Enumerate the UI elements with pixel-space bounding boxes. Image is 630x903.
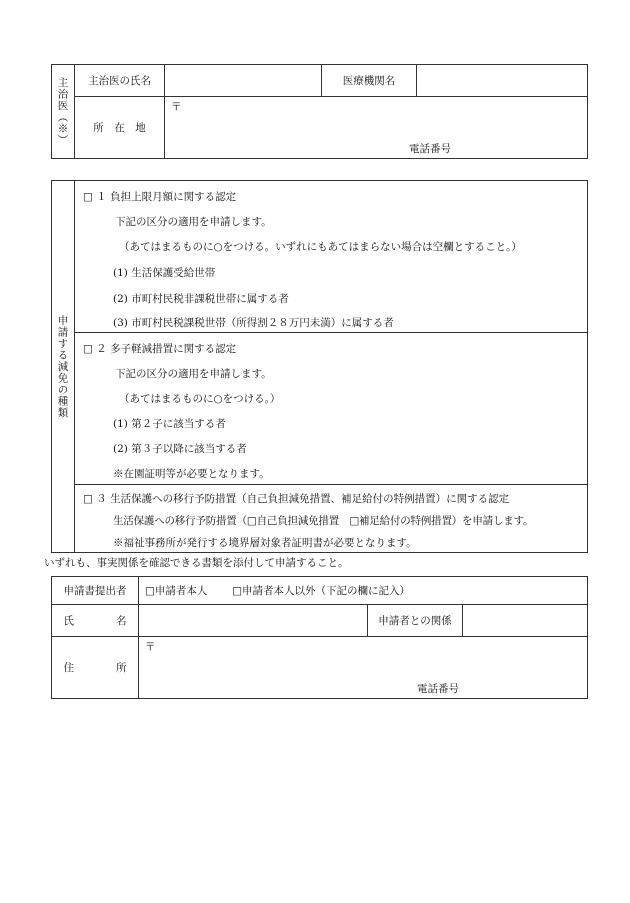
option1-apply-line: 下記の区分の適用を申請します。 [115,216,272,228]
choice-self[interactable]: □申請者本人 [145,585,208,597]
option3-title[interactable]: □ ３ 生活保護への移行予防措置（自己負担減免措置、補足給付の特例措置）に関する認定 [83,493,510,505]
name-label-cell [52,605,139,637]
option2-item-1[interactable]: (1) 第２子に該当する者 [113,418,226,430]
option1-title[interactable]: □ １ 負担上限月額に関する認定 [83,191,237,203]
name-field[interactable] [139,605,368,637]
relation-label-cell [368,605,463,637]
doctor-postal-mark: 〒 [171,101,182,113]
submitter-choices [139,577,588,605]
option2-remark: ※在園証明等が必要となります。 [113,468,270,480]
reduction-side-label: 申請する減免の種類 [56,314,69,419]
choice-other[interactable]: □申請者本人以外（下記の欄に記入） [232,585,411,597]
option2-apply-line: 下記の区分の適用を申請します。 [115,368,272,380]
relation-field[interactable] [463,605,588,637]
reduction-side-label-cell [52,181,75,553]
option3-remark: ※福祉事務所が発行する境界層対象者証明書が必要となります。 [113,537,417,549]
option1-item-1[interactable]: (1) 生活保護受給世帯 [113,267,216,279]
option2-note: （あてはまるものに○をつける。） [119,393,281,405]
doctor-side-label-cell [52,65,75,159]
institution-label-cell [322,65,417,97]
submitter-label-cell [52,577,139,605]
doctor-name-field[interactable] [165,65,322,97]
option2-title[interactable]: □ ２ 多子軽減措置に関する認定 [83,343,237,355]
submitter-address-field[interactable] [139,637,588,699]
doctor-side-label: 主治医（※） [56,77,69,146]
doctor-name-label-cell [75,65,165,97]
institution-field[interactable] [417,65,588,97]
option1-item-2[interactable]: (2) 市町村民税非課税世帯に属する者 [113,293,289,305]
submitter-address-label-cell [52,637,139,699]
doctor-address-label-cell [75,97,165,159]
submitter-address-label: 住 所 [63,662,127,674]
reduction-table [51,180,588,553]
option1-item-3[interactable]: (3) 市町村民税課税世帯（所得割２８万円未満）に属する者 [113,317,394,329]
doctor-table [51,64,588,159]
submitter-postal-mark: 〒 [145,641,156,653]
option1-note: （あてはまるものに○をつける。いずれにもあてはまらない場合は空欄とすること。） [119,241,522,253]
doctor-address-label: 所 在 地 [93,122,146,134]
option3-cell [75,485,588,553]
attachment-note: いずれも、事実関係を確認できる書類を添付して申請すること。 [44,557,349,569]
name-label: 氏 名 [63,615,127,627]
option2-cell [75,333,588,485]
doctor-phone-label: 電話番号 [409,143,451,155]
option3-apply-line[interactable]: 生活保護への移行予防措置（□自己負担減免措置 □補足給付の特例措置）を申請します。 [113,515,534,527]
submitter-phone-label: 電話番号 [417,683,459,695]
doctor-name-label: 主治医の氏名 [88,75,151,87]
institution-label: 医療機関名 [342,75,396,87]
submitter-label: 申請書提出者 [63,585,127,597]
doctor-address-field[interactable] [165,97,588,159]
option1-cell [75,181,588,333]
submitter-table [51,576,588,699]
relation-label: 申請者との関係 [378,615,452,627]
option2-item-2[interactable]: (2) 第３子以降に該当する者 [113,443,247,455]
